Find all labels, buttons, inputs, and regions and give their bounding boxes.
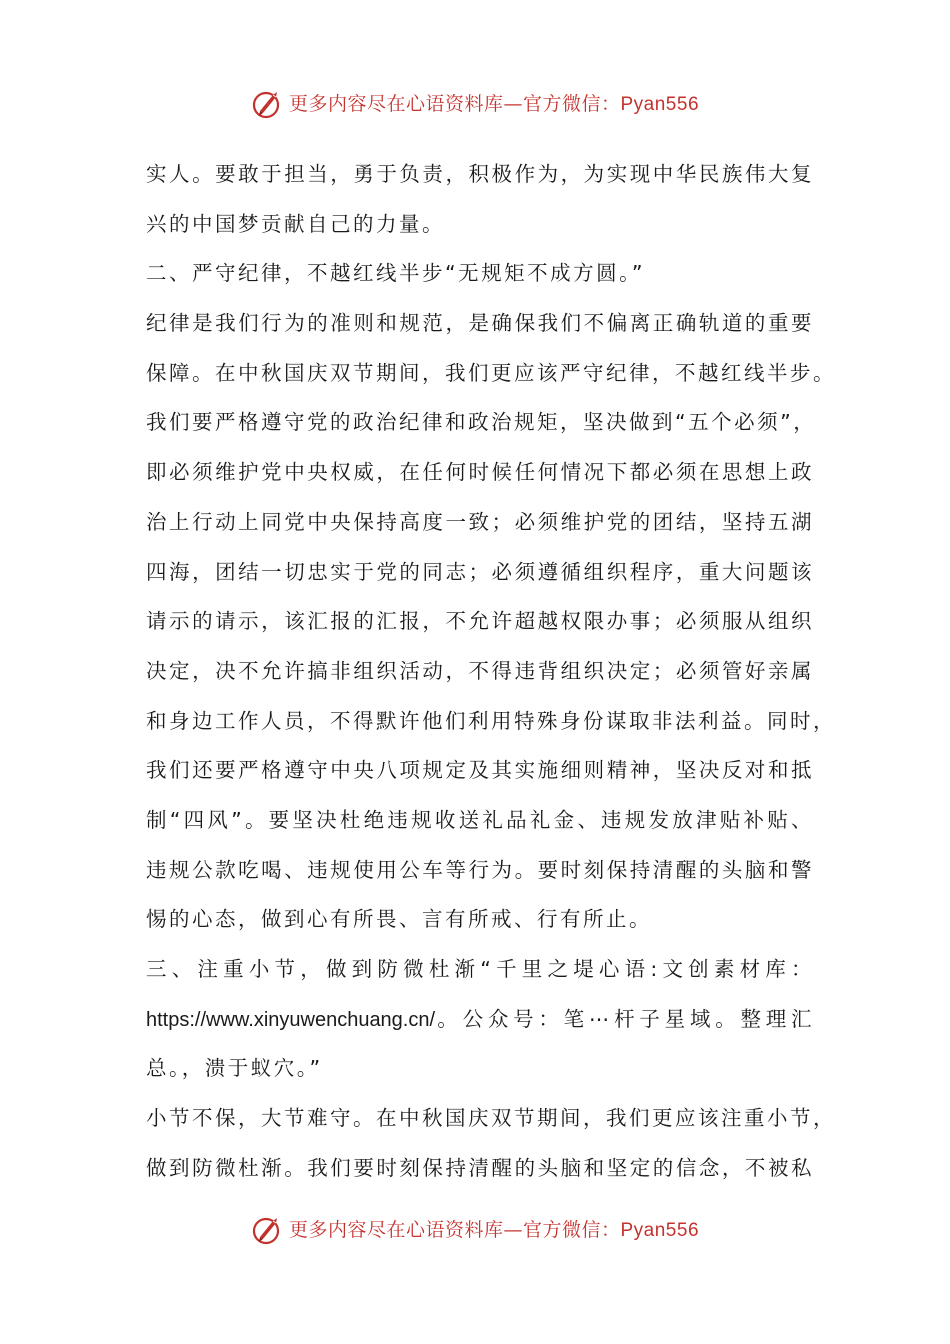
- paragraph-line: 违规公款吃喝、违规使用公车等行为。要时刻保持清醒的头脑和警: [146, 857, 814, 882]
- paragraph-line: 和身边工作人员，不得默许他们利用特殊身份谋取非法利益。同时，: [146, 708, 836, 733]
- paragraph-line: 总。，溃于蚁穴。”: [146, 1056, 323, 1081]
- paragraph-line: 四海，团结一切忠实于党的同志；必须遵循组织程序，重大问题该: [146, 559, 814, 584]
- paragraph-line: 实人。要敢于担当，勇于负责，积极作为，为实现中华民族伟大复: [146, 162, 814, 186]
- paragraph-line: 小节不保，大节难守。在中秋国庆双节期间，我们更应该注重小节，: [146, 1106, 836, 1131]
- paragraph-line: 制“四风”。要坚决杜绝违规收送礼品礼金、违规发放津贴补贴、: [146, 807, 814, 832]
- pen-circle-logo-icon: [251, 1213, 285, 1247]
- paragraph-line: 请示的请示，该汇报的汇报，不允许超越权限办事；必须服从组织: [146, 609, 814, 634]
- footer-banner-text: 更多内容尽在心语资料库—官方微信：Pyan556: [288, 1218, 700, 1241]
- paragraph-line: 惕的心态，做到心有所畏、言有所戒、行有所止。: [146, 907, 652, 932]
- header-banner-text: 更多内容尽在心语资料库—官方微信：Pyan556: [288, 92, 700, 115]
- paragraph-line: 保障。在中秋国庆双节期间，我们更应该严守纪律，不越红线半步。: [146, 360, 836, 385]
- paragraph-line: 我们要严格遵守党的政治纪律和政治规矩，坚决做到“五个必须”，: [146, 410, 817, 435]
- header-banner: [0, 84, 950, 124]
- paragraph-text: 。公众号：笔⋯杆子星域。整理汇: [435, 1006, 814, 1031]
- website-link[interactable]: https://www.xinyuwenchuang.cn/: [146, 1008, 436, 1031]
- footer-banner: [0, 1210, 950, 1250]
- paragraph-line: 纪律是我们行为的准则和规范，是确保我们不偏离正确轨道的重要: [146, 311, 814, 336]
- paragraph-line: 治上行动上同党中央保持高度一致；必须维护党的团结，坚持五湖: [146, 509, 814, 534]
- paragraph-line: 我们还要严格遵守中央八项规定及其实施细则精神，坚决反对和抵: [146, 758, 814, 783]
- document-body: [146, 150, 836, 1193]
- section-heading: 三、注重小节，做到防微杜渐“千里之堤心语:文创素材库：: [146, 957, 814, 981]
- paragraph-line: 兴的中国梦贡献自己的力量。: [146, 211, 445, 236]
- paragraph-line: 做到防微杜渐。我们要时刻保持清醒的头脑和坚定的信念，不被私: [146, 1155, 814, 1180]
- section-heading: 二、严守纪律，不越红线半步“无规矩不成方圆。”: [146, 261, 645, 286]
- paragraph-line-with-link: [146, 995, 814, 1045]
- pen-circle-logo-icon: [251, 87, 285, 121]
- paragraph-line: 决定，决不允许搞非组织活动，不得违背组织决定；必须管好亲属: [146, 658, 814, 683]
- paragraph-line: 即必须维护党中央权威，在任何时候任何情况下都必须在思想上政: [146, 460, 814, 485]
